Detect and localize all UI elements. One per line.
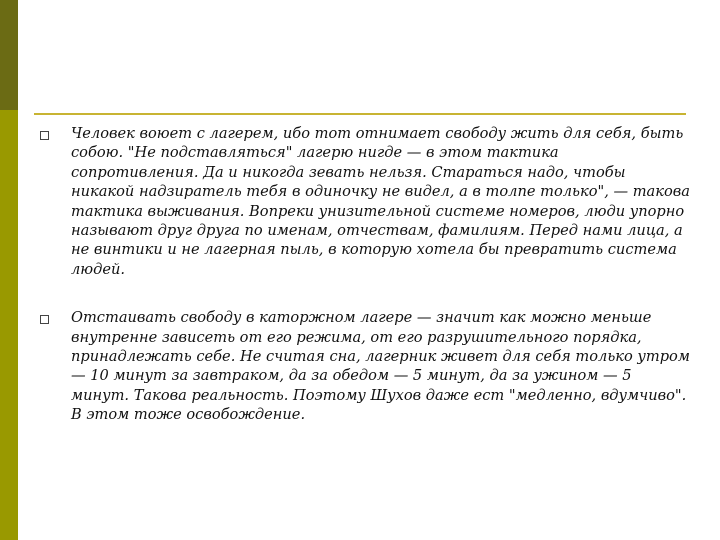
header-divider [34, 113, 686, 115]
bullet-text-2: Отстаивать свободу в каторжном лагере — значит как можно меньше внутренне зависеть от его режима, от его разрушительного порядка, принадлежать себе. Не считая сна, лагерник живет для себя только утром — 10 минут за завтраком, да за обедом — 5 минут, да за ужином — 5 минут. Такова реальность. Поэтому Шухов даже ест "медленно, вдумчиво". В этом тоже освобождение. [71, 309, 690, 424]
bullet-item-1 [40, 124, 690, 279]
bullet-item-2 [40, 308, 690, 424]
bullet-list [40, 124, 690, 425]
hollow-square-icon [40, 131, 49, 140]
hollow-square-icon [40, 315, 49, 324]
bullet-text-1: Человек воюет с лагерем, ибо тот отнимает свободу жить для себя, быть собою. "Не подставляться" лагерю нигде — в этом тактика сопротивления. Да и никогда зевать нельзя. Стараться надо, чтобы никакой надзиратель тебя в одиночку не видел, а в толпе только", — такова тактика выживания. Вопреки унизительной системе номеров, люди упорно называют друг друга по именам, отчествам, фамилиям. Перед нами лица, а не винтики и не лагерная пыль, в которую хотела бы превратить система людей. [71, 125, 690, 278]
left-accent-bar-top [0, 0, 18, 110]
